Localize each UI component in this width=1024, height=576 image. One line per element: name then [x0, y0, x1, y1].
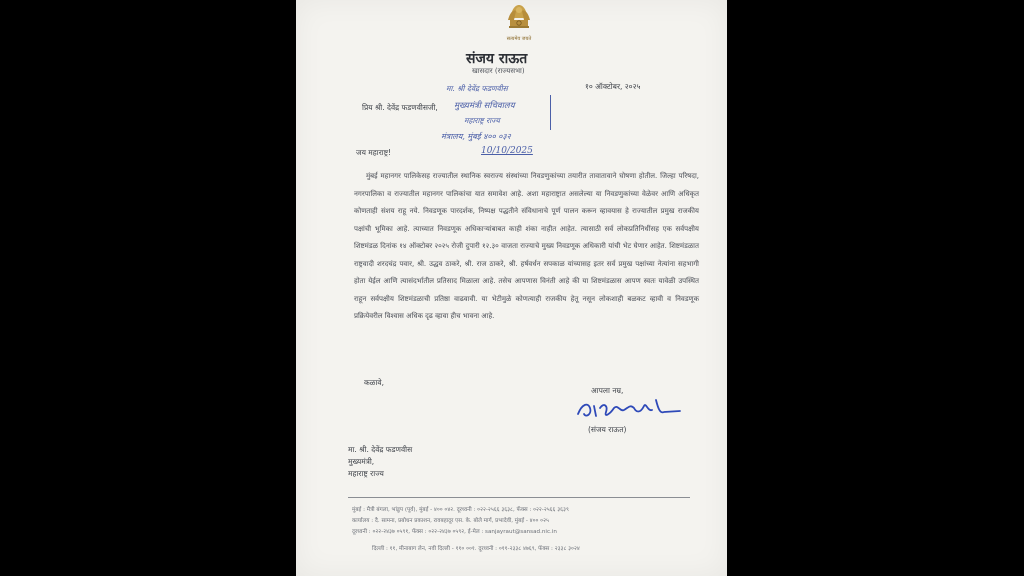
closing-right: आपला नम्र,: [591, 386, 624, 395]
stamp-line-1: मा. श्री देवेंद्र फडणवीस: [446, 84, 508, 93]
letter-body: मुंबई महानगर पालिकेसह राज्यातील स्थानिक स्वराज्य संस्थांच्या निवडणुकांच्या तयारीत तावातावाने घोषणा होतील. जिल्हा परिषदा, नगरपालिका व राज्यातील महानगर पालिकांचा यात समावेश आहे. अशा महाराष्ट्रात असलेल्या या निवडणुकांच्या वेळेवर आणि अधिकृत कोणताही संशय राहू नये. निवडणूक पारदर्शक, निष्पक्ष पद्धतीने संविधानाचे पूर्ण पालन करून व्हावयास हे राज्यातील प्रमुख राजकीय पक्षांची भूमिका आहे. त्याच्यात निवडणूक अधिकाऱ्यांबाबत काही शंका नाहीत आहेत. त्यासाठी सर्व लोकप्रतिनिधींसह एक सर्वपक्षीय शिष्टमंडळ दिनांक १४ ऑक्टोबर २०२५ रोजी दुपारी १२.३० वाजता राज्याचे मुख्य निवडणूक अधिकारी यांची भेट घेणार आहेत. शिष्टमंडळात राष्ट्रवादी शरदचंद्र पवार, श्री. उद्धव ठाकरे, श्री. राज ठाकरे, श्री. हर्षवर्धन सपकाळ यांच्यासह इतर सर्व प्रमुख पक्षांच्या नेत्यांना सहभागी होता येईल आणि त्यासंदर्भातील प्रतिसाद मिळाला आहे. तसेच आपणास विनंती आहे की या शिष्टमंडळास आपण स्वतः यावेळी उपस्थित राहून सर्वपक्षीय शिष्टमंडळाची प्रतिष्ठा वाढवावी. या भेटीमुळे कोणत्याही राजकीय हेतू नसून लोकशाही बळकट व्हावी व निवडणूक प्रक्रियेवरील विश्वास अधिक दृढ व्हावा हीच भावना आहे.: [354, 172, 699, 320]
recipient-line: प्रिय श्री. देवेंद्र फडणवीसजी,: [362, 103, 438, 112]
footer-divider: [348, 497, 690, 498]
footer-line-2: कार्यालय : दै. सामना, प्रबोधन प्रकाशन, रावबहादूर एस. के. बोले मार्ग, प्रभादेवी, मुंबई - ४०० ०२५: [352, 518, 549, 524]
addressee-name: मा. श्री. देवेंद्र फडणवीस: [348, 445, 413, 454]
sender-designation: खासदार (राज्यसभा): [472, 67, 525, 75]
addressee-state: महाराष्ट्र राज्य: [348, 469, 384, 478]
footer-line-1: मुंबई : मैत्री बंगला, भांडुप (पूर्व), मुंबई - ४०० ०४२. दूरध्वनी : ०२२-२५६६ ३६३८, फॅक्स : ०२२-२५६६ ३६३९: [352, 507, 569, 513]
closing-left: कळावे,: [364, 378, 384, 387]
addressee-title: मुख्यमंत्री,: [348, 457, 375, 466]
signature: [574, 394, 684, 424]
footer-line-4: दिल्ली : ११, मीनाबाग लेन, नवी दिल्ली - ११० ००१. दूरध्वनी : ०११-२३३८ ४७६९, फॅक्स : २३३८ ३०२४: [372, 546, 580, 552]
stamp-line-4: मंत्रालय, मुंबई ४०० ०३२: [441, 132, 511, 141]
greeting: जय महाराष्ट्र!: [356, 148, 392, 157]
footer-line-3: दूरध्वनी : ०२२-२४३७ ०५९१, फॅक्स : ०२२-२४३७ ०५९२, ई-मेल : sanjayraut@sansad.nic.in: [352, 529, 557, 535]
letter-date: १० ऑक्टोबर, २०२५: [585, 82, 641, 91]
stamp-line-3: महाराष्ट्र राज्य: [464, 116, 500, 125]
stamp-line-2: मुख्यमंत्री सचिवालय: [454, 101, 515, 111]
sender-name: संजय राऊत: [466, 51, 528, 67]
stamp-bracket: [544, 95, 551, 130]
ashoka-emblem-icon: [504, 2, 534, 48]
letter-page: [296, 0, 727, 576]
signer-name: (संजय राऊत): [588, 425, 627, 434]
stamp-date: 10/10/2025: [481, 146, 533, 156]
svg-text:सत्यमेव जयते: सत्यमेव जयते: [506, 36, 532, 42]
